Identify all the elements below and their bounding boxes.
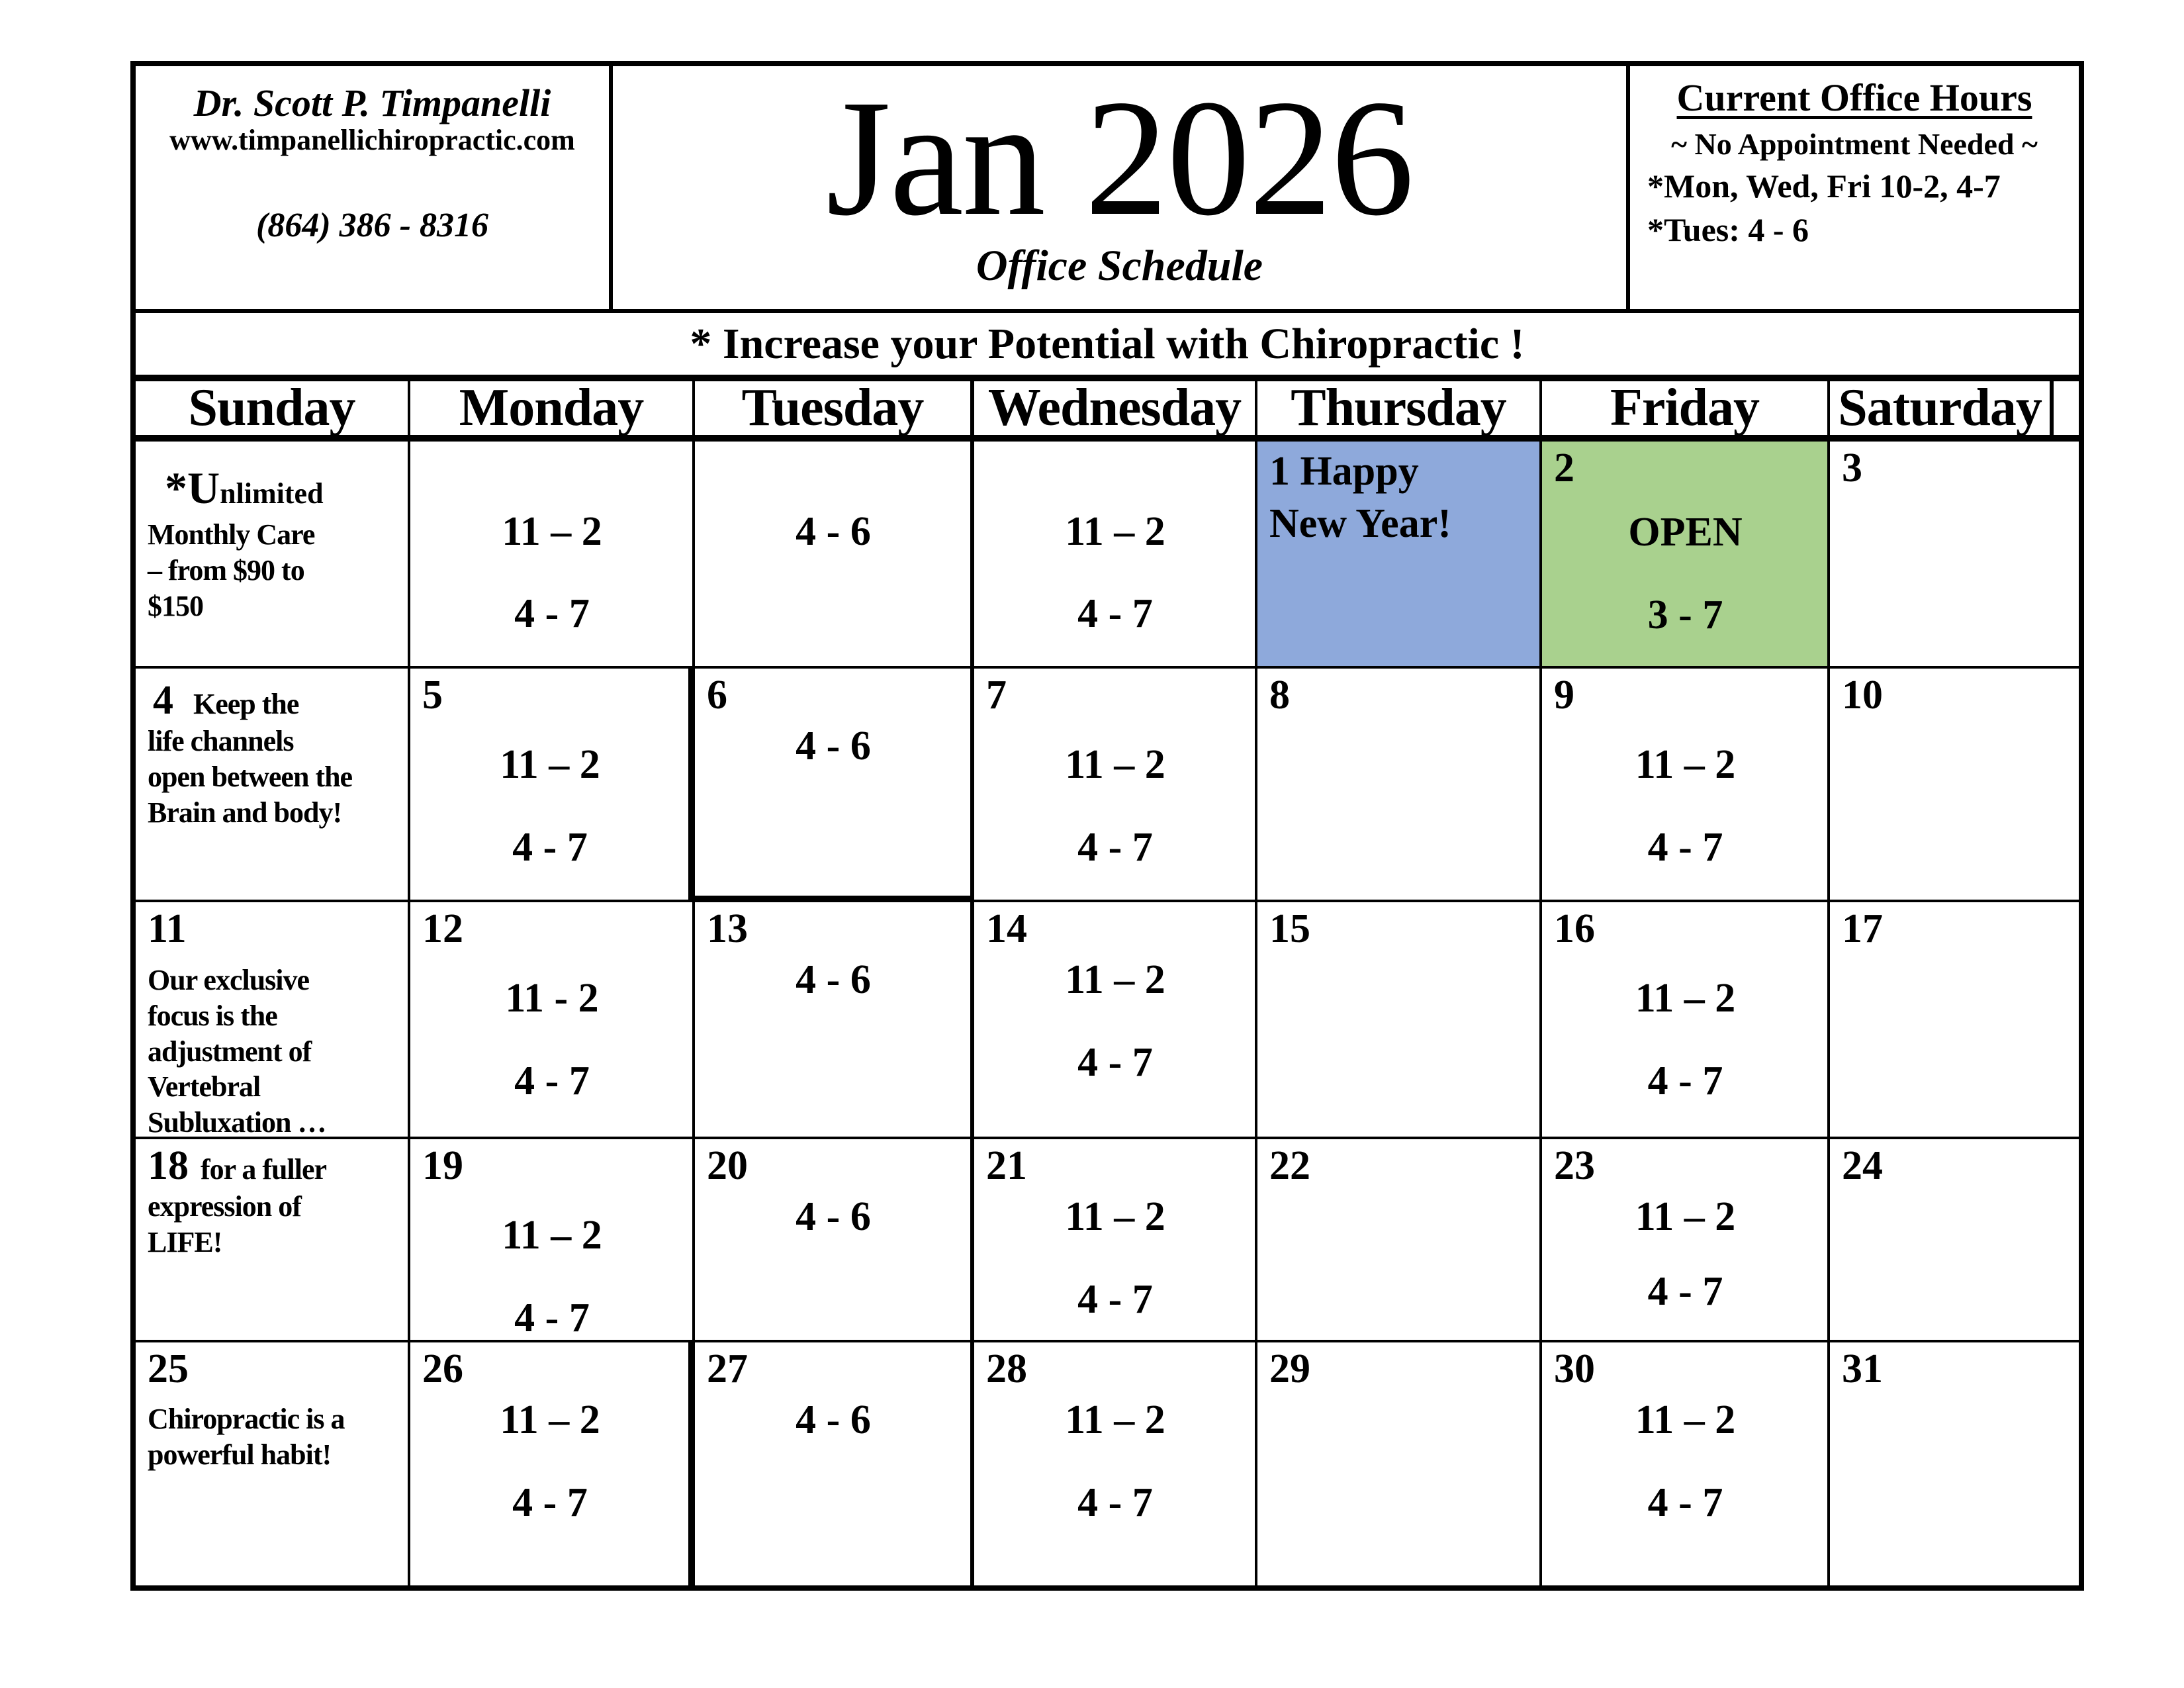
cell-jan-12 — [410, 902, 695, 1139]
office-hours — [707, 509, 960, 554]
phone-number: (864) 386 - 8316 — [256, 207, 488, 245]
sunday-note: Keep the — [193, 688, 299, 720]
date-number: 30 — [1554, 1346, 1595, 1391]
sunday-note: expression of — [148, 1190, 301, 1223]
date-number: 8 — [1269, 673, 1290, 718]
hours-line: 4 - 7 — [512, 1479, 588, 1525]
month-title: Jan 2026 — [826, 66, 1413, 250]
office-hours — [1554, 742, 1817, 869]
date-number: 10 — [1842, 673, 1883, 718]
hours-line: 4 - 7 — [1077, 824, 1153, 870]
office-hours — [986, 1397, 1244, 1524]
holiday-text: Happy — [1300, 449, 1419, 494]
day-header-friday: Friday — [1542, 381, 1830, 442]
hours-line: 4 - 6 — [796, 724, 871, 769]
cell-jan-6 — [695, 669, 974, 902]
date-number: 1 — [1269, 449, 1290, 494]
cell-jan-31 — [1830, 1342, 2079, 1585]
hours-line: 4 - 6 — [796, 957, 871, 1003]
hours-line: 11 - 2 — [505, 976, 599, 1021]
sunday-note: focus is the — [148, 1000, 277, 1033]
sunday-note: powerful habit! — [148, 1438, 332, 1472]
office-hours — [1554, 1397, 1817, 1524]
office-hours-box — [1626, 66, 2079, 309]
hours-line: 11 – 2 — [1635, 976, 1736, 1021]
day-header-wednesday: Wednesday — [974, 381, 1257, 442]
hours-line: 11 – 2 — [500, 742, 600, 788]
hours-line: 11 – 2 — [1065, 1194, 1165, 1240]
hours-line: 4 - 7 — [1647, 1058, 1723, 1103]
practice-info-box — [136, 66, 613, 309]
office-hours — [986, 957, 1244, 1084]
hours-line: 4 - 6 — [796, 1194, 871, 1240]
cell-w1-wed — [974, 442, 1257, 669]
hours-line: 11 – 2 — [500, 1397, 600, 1443]
promo-note-line: – from $90 to — [148, 554, 304, 587]
hours-line: 4 - 7 — [512, 824, 588, 870]
office-hours — [986, 1194, 1244, 1321]
date-number: 23 — [1554, 1143, 1595, 1188]
sunday-note: adjustment of — [148, 1035, 312, 1068]
sunday-note: Brain and body! — [148, 796, 342, 829]
hours-line: 11 – 2 — [1065, 957, 1165, 1003]
office-schedule-calendar — [130, 61, 2084, 1591]
promo-note-line: Monthly Care — [148, 518, 315, 551]
office-hours — [1554, 1194, 1817, 1313]
office-hours — [422, 1213, 682, 1340]
date-number: 7 — [986, 673, 1007, 718]
sunday-note: life channels — [148, 725, 294, 758]
day-header-tuesday: Tuesday — [695, 381, 974, 442]
date-number: 2 — [1554, 445, 1574, 491]
office-hours — [422, 742, 678, 869]
cell-jan-30 — [1542, 1342, 1830, 1585]
header-sliver-cell — [2054, 381, 2079, 442]
cell-w1-tue — [695, 442, 974, 669]
date-number: 24 — [1842, 1143, 1883, 1188]
date-number: 14 — [986, 906, 1027, 951]
holiday-text: New Year! — [1269, 501, 1451, 547]
date-number: 19 — [422, 1143, 463, 1188]
hours-line: 11 – 2 — [1635, 1397, 1736, 1443]
sunday-note-block — [148, 1401, 397, 1472]
date-number: 28 — [986, 1346, 1027, 1391]
title-box — [613, 66, 1626, 309]
cell-jan-2-open — [1542, 442, 1830, 669]
sunday-note: Vertebral — [148, 1070, 261, 1103]
promo-note-line: $150 — [148, 589, 203, 622]
promo-note-line: *Unlimited — [165, 463, 324, 513]
website-url: www.timpanellichiropractic.com — [169, 123, 575, 156]
cell-jan-14 — [974, 902, 1257, 1139]
promo-banner: * Increase your Potential with Chiropractic ! — [136, 313, 2079, 381]
cell-jan-9 — [1542, 669, 1830, 902]
office-hours — [707, 724, 960, 769]
cell-jan-7 — [974, 669, 1257, 902]
date-number: 15 — [1269, 906, 1310, 951]
sunday-note-block — [148, 962, 397, 1139]
date-number: 26 — [422, 1346, 463, 1391]
sunday-note: Chiropractic is a — [148, 1403, 345, 1436]
hours-line: 4 - 6 — [796, 509, 871, 554]
hours-line: 11 – 2 — [1065, 742, 1165, 788]
date-number: 9 — [1554, 673, 1574, 718]
schedule-subtitle: Office Schedule — [976, 242, 1263, 290]
hours-line: 11 – 2 — [1065, 509, 1165, 554]
date-note-line — [148, 1143, 397, 1189]
cell-jan-16 — [1542, 902, 1830, 1139]
date-number: 27 — [707, 1346, 748, 1391]
hours-line: 4 - 7 — [514, 1295, 590, 1340]
hours-line: 11 – 2 — [1635, 1194, 1736, 1240]
date-number: 31 — [1842, 1346, 1883, 1391]
date-number: 21 — [986, 1143, 1027, 1188]
hours-line: 4 - 7 — [1647, 824, 1723, 870]
hours-line: 4 - 7 — [514, 1058, 590, 1103]
sunday-note: Our exclusive — [148, 964, 310, 997]
cell-jan-1-holiday — [1257, 442, 1542, 669]
cell-jan-13 — [695, 902, 974, 1139]
cell-jan-26 — [410, 1342, 695, 1585]
office-hours — [422, 1397, 678, 1524]
date-number: 4 — [153, 678, 173, 723]
date-number: 3 — [1842, 445, 1862, 491]
day-header-thursday: Thursday — [1257, 381, 1542, 442]
cell-jan-15 — [1257, 902, 1542, 1139]
cell-w1-sun-promo — [136, 442, 410, 669]
hours-line: 11 – 2 — [1635, 742, 1736, 788]
cell-jan-29 — [1257, 1342, 1542, 1585]
hours-line: 11 – 2 — [502, 1213, 602, 1258]
date-number: 12 — [422, 906, 463, 951]
date-number: 20 — [707, 1143, 748, 1188]
office-hours — [707, 1397, 960, 1442]
cell-jan-19 — [410, 1139, 695, 1342]
hours-line: 3 - 7 — [1647, 592, 1723, 637]
office-hours — [422, 976, 682, 1103]
no-appointment-note: ~ No Appointment Needed ~ — [1671, 127, 2038, 161]
hours-tues: *Tues: 4 - 6 — [1647, 211, 1809, 248]
office-hours — [1554, 976, 1817, 1103]
date-note-line — [148, 678, 397, 724]
sunday-note: Subluxation … — [148, 1106, 326, 1139]
date-number: 29 — [1269, 1346, 1310, 1391]
cell-jan-10 — [1830, 669, 2079, 902]
doctor-name: Dr. Scott P. Timpanelli — [193, 81, 551, 124]
cell-jan-21 — [974, 1139, 1257, 1342]
cell-jan-18 — [136, 1139, 410, 1342]
day-header-sunday: Sunday — [136, 381, 410, 442]
open-label: OPEN — [1628, 510, 1743, 555]
cell-jan-23 — [1542, 1139, 1830, 1342]
office-hours — [986, 742, 1244, 869]
cell-jan-8 — [1257, 669, 1542, 902]
cell-jan-5 — [410, 669, 695, 902]
office-hours — [986, 509, 1244, 636]
date-number: 6 — [707, 673, 727, 718]
sunday-note: LIFE! — [148, 1226, 222, 1259]
day-header-saturday: Saturday — [1830, 381, 2054, 442]
office-hours — [1554, 510, 1817, 637]
date-number: 25 — [148, 1346, 189, 1391]
hours-line: 4 - 7 — [1077, 1039, 1153, 1085]
day-header-monday: Monday — [410, 381, 695, 442]
calendar-grid — [136, 381, 2079, 1585]
holiday-line — [1269, 445, 1529, 498]
date-number: 11 — [148, 906, 187, 951]
date-number: 5 — [422, 673, 443, 718]
cell-jan-4 — [136, 669, 410, 902]
sunday-note: for a fuller — [201, 1153, 327, 1186]
sunday-note: open between the — [148, 761, 353, 794]
cell-jan-24 — [1830, 1139, 2079, 1342]
hours-mon-wed-fri: *Mon, Wed, Fri 10-2, 4-7 — [1647, 167, 2001, 205]
hours-line: 4 - 6 — [796, 1397, 871, 1443]
hours-line: 4 - 7 — [1647, 1479, 1723, 1525]
cell-w1-mon — [410, 442, 695, 669]
hours-line: 4 - 7 — [1647, 1268, 1723, 1314]
hours-line: 11 – 2 — [1065, 1397, 1165, 1443]
date-number: 13 — [707, 906, 748, 951]
cell-jan-27 — [695, 1342, 974, 1585]
hours-line: 4 - 7 — [1077, 591, 1153, 637]
cell-jan-11 — [136, 902, 410, 1139]
cell-jan-25 — [136, 1342, 410, 1585]
date-number: 18 — [148, 1143, 189, 1188]
cell-jan-22 — [1257, 1139, 1542, 1342]
cell-jan-17 — [1830, 902, 2079, 1139]
cell-jan-3 — [1830, 442, 2079, 669]
hours-line: 4 - 7 — [1077, 1479, 1153, 1525]
cell-jan-20 — [695, 1139, 974, 1342]
header-band — [136, 66, 2079, 313]
office-hours — [707, 1194, 960, 1239]
date-number: 16 — [1554, 906, 1595, 951]
date-number: 22 — [1269, 1143, 1310, 1188]
date-number: 17 — [1842, 906, 1883, 951]
hours-line: 4 - 7 — [514, 591, 590, 637]
hours-line: 4 - 7 — [1077, 1276, 1153, 1322]
office-hours-title: Current Office Hours — [1676, 76, 2032, 119]
hours-line: 11 – 2 — [502, 509, 602, 554]
office-hours — [422, 509, 682, 636]
cell-jan-28 — [974, 1342, 1257, 1585]
office-hours — [707, 957, 960, 1002]
